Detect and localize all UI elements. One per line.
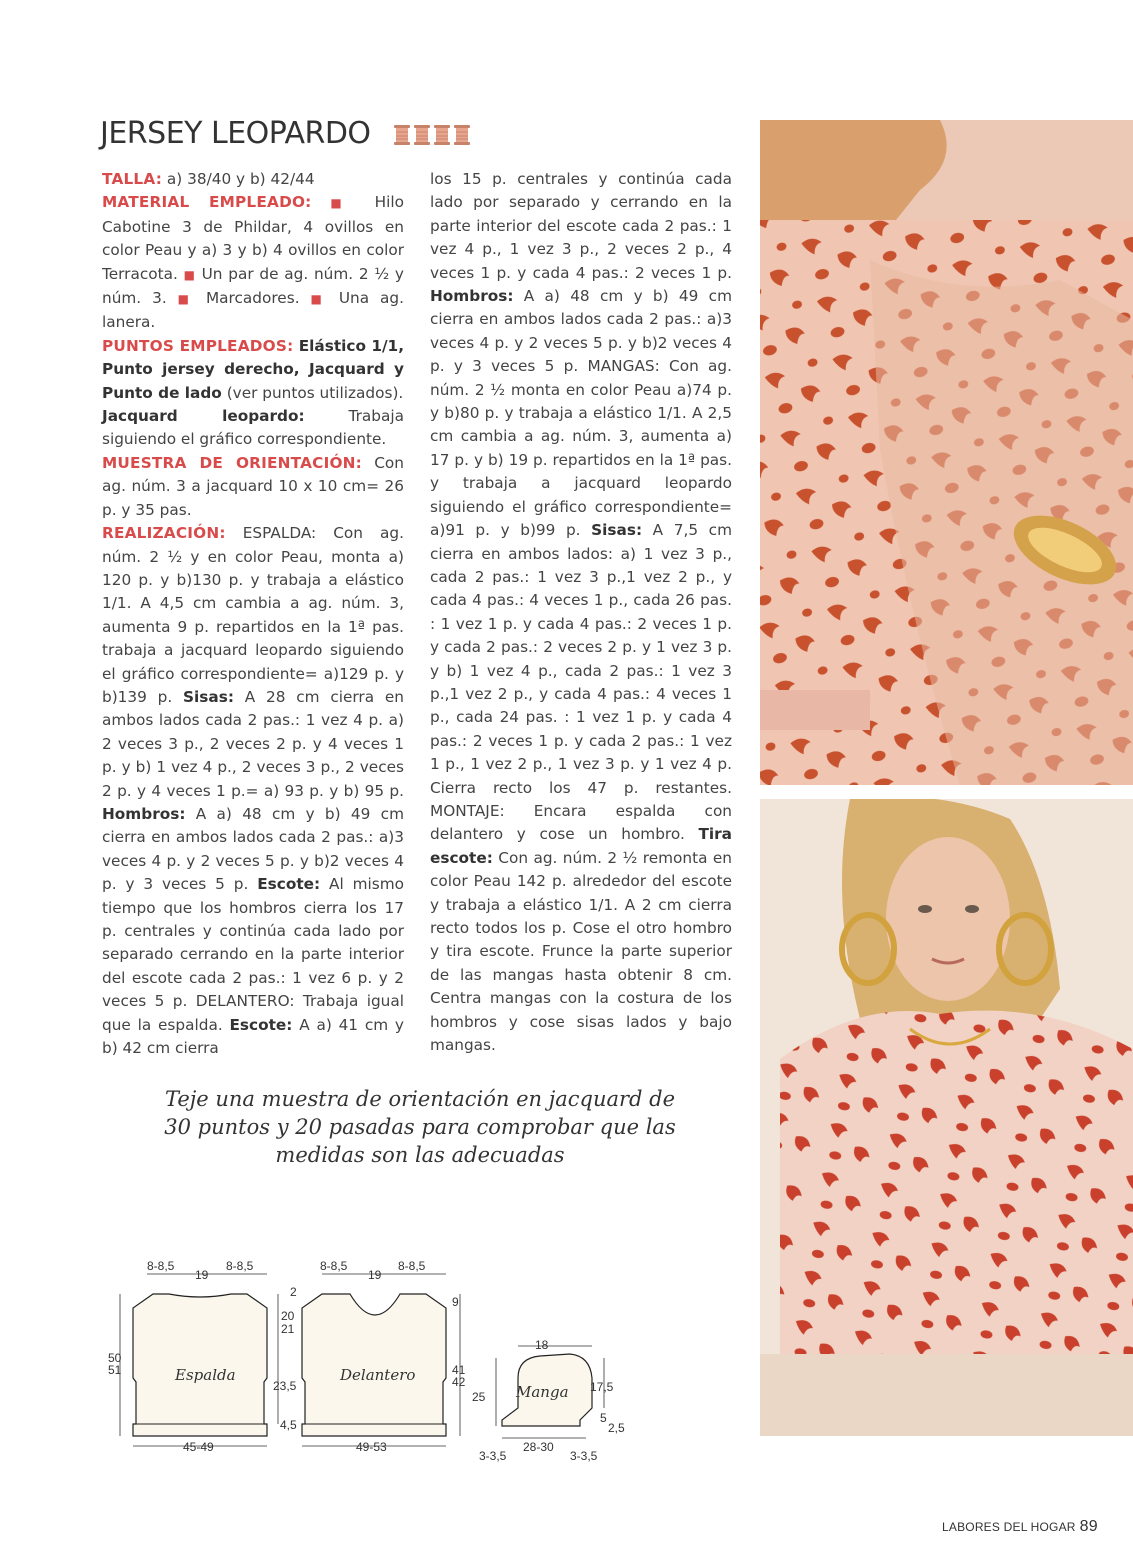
spool-icon	[453, 124, 471, 146]
page-footer	[942, 1518, 1098, 1536]
puntos-note: (ver puntos utilizados).	[221, 383, 404, 402]
mangas-text: A a) 48 cm y b) 49 cm cierra en ambos lados cada 2 pas.: a)3 veces 4 p. y 2 veces 5 p. y b)2 veces 4 p. y 3 veces 5 p. MANGAS: Con ag. núm. 2 ½ monta en color Peau a)74 p. y b)80 p. y trabaja a elástico 1/1. A 2,5 cm cambia a ag. núm. 3, aumenta a) 17 p. y b) 19 p. repartidos en la 1ª pas. y trabaja a jacquard leopardo siguiendo el gráfico correspondiente= a)91 p. y b)99 p.	[430, 287, 732, 540]
material-item-needle: Una ag. lanera.	[102, 289, 404, 332]
muestra-paragraph	[102, 452, 404, 522]
realizacion-text: ESPALDA: Con ag. núm. 2 ½ y en color Peau, monta a) 120 p. y b)130 p. y trabaja a elástico 1/1. A 4,5 cm cambia a ag. núm. 3, aumenta 9 p. repartidos en la 1ª pas. trabaja a jacquard leopardo siguiendo el gráfico correspondiente= a)129 p. y b)139 p.	[102, 524, 404, 706]
delantero-top-left-measure: 8-8,5	[320, 1259, 348, 1273]
delantero-label: Delantero	[340, 1366, 416, 1384]
escote-delantero-text: A a) 41 cm y b) 42 cm cierra	[102, 1015, 404, 1058]
espalda-right-mid2-measure: 21	[281, 1322, 295, 1336]
difficulty-rating	[393, 124, 471, 146]
puntos-list: Elástico 1/1, Punto jersey derecho, Jacquard y Punto de lado	[102, 336, 405, 402]
spool-icon	[433, 124, 451, 146]
bullet-icon: ■	[183, 267, 196, 282]
photo-model-wearing-sweater	[760, 799, 1133, 1436]
delantero-top-mid-measure: 19	[368, 1268, 382, 1282]
espalda-top-right-measure: 8-8,5	[226, 1259, 254, 1273]
manga-label: Manga	[516, 1383, 569, 1401]
bullet-icon: ■	[310, 292, 328, 307]
manga-bottom-left-measure: 3-3,5	[479, 1449, 507, 1463]
pull-quote: Teje una muestra de orientación en jacquard de 30 puntos y 20 pasadas para comprobar que las medidas son las adecuadas	[164, 1087, 676, 1167]
muestra-label: MUESTRA DE ORIENTACIÓN:	[102, 453, 362, 472]
instructions-column-2	[430, 168, 732, 1057]
espalda-top-left-measure: 8-8,5	[147, 1259, 175, 1273]
hombros-text: A a) 48 cm y b) 49 cm cierra en ambos lados cada 2 pas.: a)3 veces 4 p. y 2 veces 5 p. y b)2 veces 4 p. y 3 veces 5 p.	[102, 804, 404, 894]
tira-escote-label: Tira escote:	[430, 825, 732, 867]
escote-label: Escote:	[257, 875, 321, 894]
delantero-right-top-measure: 9	[452, 1295, 459, 1309]
espalda-left2-measure: 51	[108, 1363, 122, 1377]
page-number: 89	[1079, 1518, 1098, 1535]
hombros-label: Hombros:	[102, 804, 186, 823]
espalda-left1-measure: 50	[108, 1351, 122, 1365]
jacquard-text: Trabaja siguiendo el gráfico correspondiente.	[102, 407, 404, 449]
material-paragraph	[102, 191, 404, 334]
spool-icon	[393, 124, 411, 146]
puntos-paragraph	[102, 335, 404, 405]
espalda-right-low-measure: 23,5	[273, 1379, 297, 1393]
realizacion-label: REALIZACIÓN:	[102, 524, 226, 543]
espalda-schematic	[108, 1259, 297, 1454]
hombros-label: Hombros:	[430, 287, 514, 306]
photo-closeup-illustration	[760, 120, 1133, 785]
manga-right-bottom-measure: 2,5	[608, 1421, 625, 1435]
sisas-label: Sisas:	[591, 521, 643, 540]
manga-right-mid-measure: 5	[600, 1411, 607, 1425]
continuation-paragraph	[430, 168, 732, 1057]
espalda-bottom-measure: 45-49	[183, 1440, 214, 1454]
bullet-icon: ■	[330, 196, 356, 211]
talla-paragraph	[102, 168, 404, 191]
delantero-right2-measure: 42	[452, 1375, 466, 1389]
article-title: JERSEY LEOPARDO	[100, 116, 371, 151]
muestra-text: Con ag. núm. 3 a jacquard 10 x 10 cm= 26 p. y 35 pas.	[102, 453, 404, 519]
espalda-top-mid-measure: 19	[195, 1268, 209, 1282]
delantero-bottom-measure: 49-53	[356, 1440, 387, 1454]
delantero-right1-measure: 41	[452, 1363, 466, 1377]
magazine-name: LABORES DEL HOGAR	[942, 1520, 1076, 1534]
material-label: MATERIAL EMPLEADO:	[102, 193, 312, 212]
measurement-schematics	[100, 1250, 660, 1470]
escote-delantero-label: Escote:	[229, 1015, 293, 1034]
talla-label: TALLA:	[102, 170, 163, 188]
jacquard-paragraph	[102, 405, 404, 452]
sisas-label: Sisas:	[183, 687, 234, 706]
manga-bottom-right-measure: 3-3,5	[570, 1449, 598, 1463]
espalda-right-bottom-measure: 4,5	[280, 1418, 297, 1432]
espalda-right-top-measure: 2	[290, 1285, 297, 1299]
instructions-column-1	[102, 168, 404, 1060]
manga-bottom-measure: 28-30	[523, 1440, 554, 1454]
photo-model-illustration	[760, 799, 1133, 1436]
delantero-schematic	[302, 1259, 466, 1454]
photo-closeup-sweater	[760, 120, 1133, 785]
manga-right-top-measure: 17,5	[590, 1380, 614, 1394]
material-item-needles: Un par de ag. núm. 2 ½ y núm. 3.	[102, 264, 404, 308]
bullet-icon: ■	[177, 292, 196, 307]
talla-text: a) 38/40 y b) 42/44	[162, 170, 315, 188]
espalda-label: Espalda	[175, 1366, 236, 1384]
manga-schematic	[472, 1338, 625, 1470]
puntos-label: PUNTOS EMPLEADOS:	[102, 336, 294, 355]
escote-continuation-text: los 15 p. centrales y continúa cada lado por separado y cerrando en la parte interior del escote cada 2 pas.: 1 vez 4 p., 1 vez 3 p., 2 veces 2 p., 4 veces 1 p. y cada 4 pas.: 2 veces 1 p.	[430, 170, 732, 282]
realizacion-paragraph	[102, 522, 404, 1060]
spool-icon	[413, 124, 431, 146]
espalda-right-mid1-measure: 20	[281, 1309, 295, 1323]
jacquard-label: Jacquard leopardo:	[102, 407, 305, 426]
manga-top-measure: 18	[535, 1338, 549, 1352]
manga-left-measure: 25	[472, 1390, 486, 1404]
tira-escote-text: Con ag. núm. 2 ½ remonta en color Peau 142 p. alrededor del escote y trabaja a elástico 1/1. A 2 cm cierra recto todos los p. Cose el otro hombro y tira escote. Frunce la parte superior de las mangas hasta obtenir 8 cm. Centra mangas con la costura de los hombros y cose sisas lados y bajo mangas.	[430, 848, 732, 1055]
montaje-text: A 7,5 cm cierra en ambos lados: a) 1 vez 3 p., cada 2 pas.: 1 vez 3 p.,1 vez 2 p., y cada 4 pas.: 4 veces 1 p., cada 26 pas. : 1 vez 1 p. y cada 4 pas.: 2 veces 1 p. y cada 2 pas.: 2 veces 2 p. y 1 vez 3 p. y b) 1 vez 4 p., cada 2 pas.: 1 vez 3 p.,1 vez 2 p., y cada 4 pas.: 4 veces 1 p., cada 24 pas. : 1 vez 1 p. y cada 4 pas.: 2 veces 1 p. y cada 2 pas.: 1 vez 1 p., 1 vez 2 p., 1 vez 3 p. y 1 vez 4 p. Cierra recto los 47 p. restantes. MONTAJE: Encara espalda con delantero y cose un hombro.	[430, 521, 732, 844]
material-item-markers: Marcadores.	[195, 289, 300, 308]
delantero-top-right-measure: 8-8,5	[398, 1259, 426, 1273]
sisas-text: A 28 cm cierra en ambos lados cada 2 pas.: 1 vez 4 p. a) 2 veces 3 p., 2 veces 2 p. y 4 veces 1 p. y b) 1 vez 4 p., 2 veces 3 p., 2 veces 2 p. y 4 veces 1 p.= a) 93 p. y b) 95 p.	[102, 687, 404, 800]
escote-text: Al mismo tiempo que los hombros cierra los 17 p. centrales y continúa cada lado por separado cerrando en la parte interior del escote cada 2 pas.: 1 vez 6 p. y 2 veces 5 p. DELANTERO: Trabaja igual que la espalda.	[102, 875, 404, 1034]
material-text: Hilo Cabotine 3 de Phildar, 4 ovillos en color Peau y a) 3 y b) 4 ovillos en color Terracota.	[102, 193, 404, 283]
